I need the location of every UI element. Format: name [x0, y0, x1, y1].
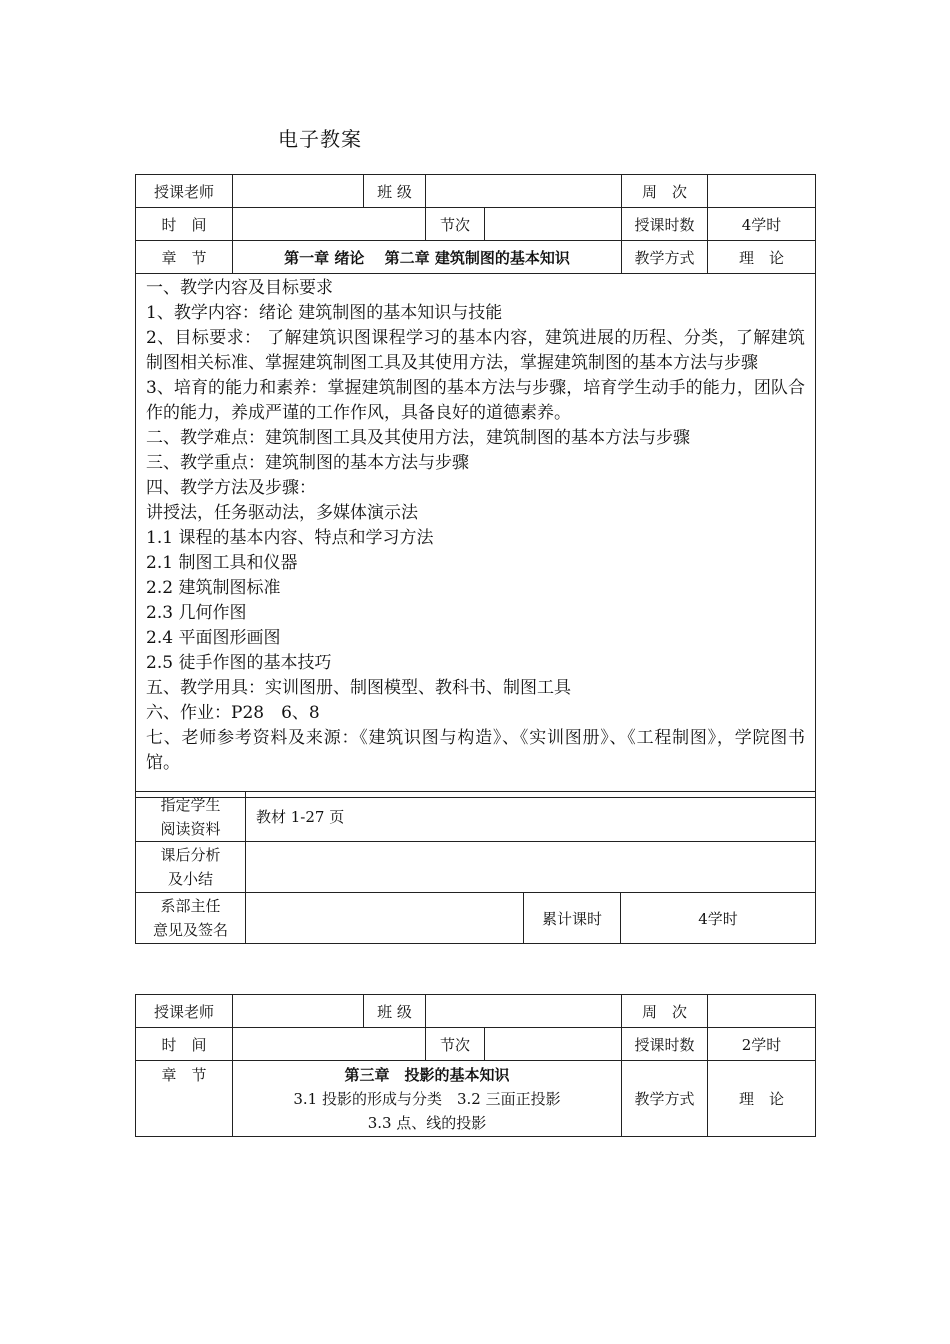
hours-value: 4学时 — [708, 208, 816, 241]
chapter-sections: 3.3 点、线的投影 — [367, 1113, 487, 1132]
content-line: 七、老师参考资料及来源：《建筑识图与构造》、《实训图册》、《工程制图》，学院图书馆。 — [146, 728, 805, 773]
hours-label: 授课时数 — [622, 1028, 708, 1061]
chapter-label: 章 节 — [136, 1061, 233, 1137]
content-line: 1.1 课程的基本内容、特点和学习方法 — [146, 528, 434, 548]
document-title: 电子教案 — [278, 127, 362, 151]
class-label: 班 级 — [364, 175, 426, 208]
hours-label: 授课时数 — [622, 208, 708, 241]
time-value[interactable] — [233, 208, 426, 241]
content-line: 三、教学重点：建筑制图的基本方法与步骤 — [146, 453, 469, 473]
content-line: 一、教学内容及目标要求 — [146, 278, 333, 298]
lesson-plan-table-1 — [135, 174, 816, 798]
dept-value[interactable] — [246, 893, 524, 944]
class-value[interactable] — [426, 175, 622, 208]
session-label: 节次 — [426, 1028, 485, 1061]
content-line: 2.4 平面图形画图 — [146, 628, 281, 648]
week-value[interactable] — [708, 175, 816, 208]
teaching-content — [136, 274, 816, 798]
teacher-value[interactable] — [233, 175, 364, 208]
method-value: 理 论 — [708, 241, 816, 274]
dept-label: 系部主任 意见及签名 — [136, 893, 246, 944]
content-line: 讲授法，任务驱动法，多媒体演示法 — [146, 503, 418, 523]
time-label: 时 间 — [136, 1028, 233, 1061]
session-value[interactable] — [485, 1028, 622, 1061]
week-label: 周 次 — [622, 175, 708, 208]
content-line: 1、教学内容：绪论 建筑制图的基本知识与技能 — [146, 303, 503, 323]
week-value[interactable] — [708, 995, 816, 1028]
teacher-label: 授课老师 — [136, 995, 233, 1028]
teacher-label: 授课老师 — [136, 175, 233, 208]
session-value[interactable] — [485, 208, 622, 241]
week-label: 周 次 — [622, 995, 708, 1028]
content-line: 2.2 建筑制图标准 — [146, 578, 281, 598]
chapter-value: 第一章 绪论 第二章 建筑制图的基本知识 — [233, 241, 622, 274]
content-line: 2、目标要求： 了解建筑识图课程学习的基本内容，建筑进展的历程、分类，了解建筑制图相关标准、掌握建筑制图工具及其使用方法，掌握建筑制图的基本方法与步骤 — [146, 328, 805, 373]
content-line: 二、教学难点：建筑制图工具及其使用方法，建筑制图的基本方法与步骤 — [146, 428, 690, 448]
lesson-plan-table-2 — [135, 994, 816, 1137]
teacher-value[interactable] — [233, 995, 364, 1028]
time-value[interactable] — [233, 1028, 426, 1061]
chapter-value — [233, 1061, 622, 1137]
content-line: 3、培育的能力和素养：掌握建筑制图的基本方法与步骤，培育学生动手的能力，团队合作的能力，养成严谨的工作作风，具备良好的道德素养。 — [146, 378, 805, 423]
reading-label: 指定学生 阅读资料 — [136, 792, 246, 842]
class-value[interactable] — [426, 995, 622, 1028]
method-label: 教学方式 — [622, 241, 708, 274]
time-label: 时 间 — [136, 208, 233, 241]
analysis-value[interactable] — [246, 842, 816, 893]
method-value: 理 论 — [708, 1061, 816, 1137]
cumulative-value: 4学时 — [621, 893, 816, 944]
reading-value: 教材 1-27 页 — [246, 792, 816, 842]
content-line: 2.3 几何作图 — [146, 603, 247, 623]
analysis-label: 课后分析 及小结 — [136, 842, 246, 893]
content-line: 2.5 徒手作图的基本技巧 — [146, 653, 332, 673]
chapter-sections: 3.1 投影的形成与分类 3.2 三面正投影 — [293, 1089, 561, 1108]
lesson-plan-footer-table — [135, 791, 816, 944]
content-line: 2.1 制图工具和仪器 — [146, 553, 298, 573]
content-line: 六、作业：P28 6、8 — [146, 703, 320, 723]
session-label: 节次 — [426, 208, 485, 241]
chapter-label: 章 节 — [136, 241, 233, 274]
cumulative-label: 累计课时 — [524, 893, 621, 944]
class-label: 班 级 — [364, 995, 426, 1028]
content-line: 四、教学方法及步骤： — [146, 478, 316, 498]
content-line: 五、教学用具：实训图册、制图模型、教科书、制图工具 — [146, 678, 571, 698]
hours-value: 2学时 — [708, 1028, 816, 1061]
chapter-title: 第三章 投影的基本知识 — [344, 1065, 510, 1084]
method-label: 教学方式 — [622, 1061, 708, 1137]
